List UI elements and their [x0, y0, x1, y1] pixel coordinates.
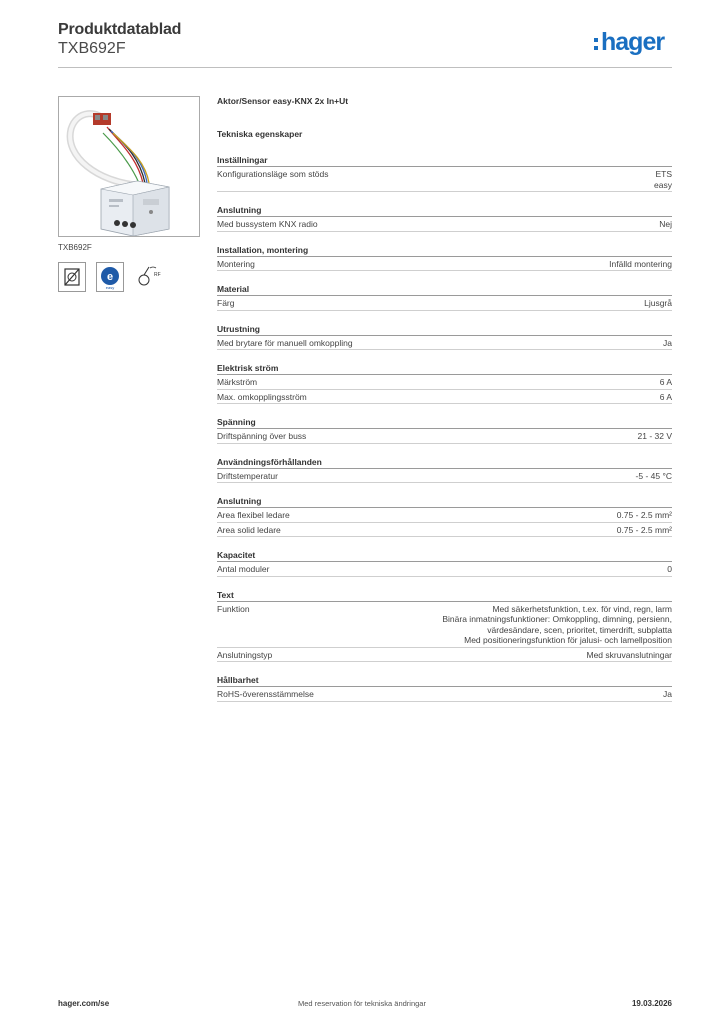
product-image-caption: TXB692F — [58, 243, 92, 252]
section-title: Kapacitet — [217, 549, 672, 562]
spec-section — [217, 244, 672, 272]
spec-value-line: 6 A — [659, 391, 672, 402]
spec-value-line: Binära inmatningsfunktioner: Omkoppling, dimning, persienn, — [442, 614, 672, 624]
spec-value — [617, 510, 672, 521]
spec-row — [217, 469, 672, 484]
spec-value — [442, 604, 672, 646]
footer-disclaimer: Med reservation för tekniska ändringar — [298, 999, 426, 1008]
spec-label: Anslutningstyp — [217, 649, 273, 660]
rf-icon-label: RF — [154, 272, 161, 278]
spec-value-line: 0 — [667, 564, 672, 574]
easy-icon-label: easy — [105, 285, 115, 290]
spec-label: Färg — [217, 298, 235, 308]
ip-protection-icon — [58, 262, 86, 292]
specs-heading: Tekniska egenskaper — [217, 129, 303, 139]
section-title: Användningsförhållanden — [217, 456, 672, 469]
spec-value — [659, 219, 672, 230]
spec-value-line: easy — [654, 179, 672, 190]
spec-section — [217, 362, 672, 404]
spec-row — [217, 429, 672, 444]
spec-value — [586, 650, 672, 661]
spec-section — [217, 549, 672, 577]
section-title: Installation, montering — [217, 244, 672, 257]
spec-value — [644, 298, 672, 309]
specifications — [217, 96, 672, 702]
spec-value-line: Ja — [663, 337, 672, 348]
spec-value — [663, 689, 672, 700]
spec-row — [217, 296, 672, 311]
spec-section — [217, 154, 672, 192]
spec-value — [617, 525, 672, 536]
section-title: Spänning — [217, 416, 672, 429]
spec-value-line: Nej — [659, 219, 672, 229]
hager-logo — [594, 28, 664, 57]
spec-label: Antal moduler — [217, 564, 270, 574]
spec-section — [217, 416, 672, 444]
document-title: Produktdatablad — [58, 21, 182, 38]
spec-label: Max. omkopplingsström — [217, 391, 307, 402]
spec-row — [217, 602, 672, 648]
spec-row — [217, 167, 672, 192]
spec-value — [660, 377, 672, 388]
product-name: Aktor/Sensor easy-KNX 2x In+Ut — [217, 96, 349, 106]
spec-value-line: Med säkerhetsfunktion, t.ex. för vind, regn, larm — [492, 603, 672, 614]
spec-value-line: 21 - 32 V — [637, 431, 672, 441]
footer-date: 19.03.2026 — [631, 999, 672, 1008]
section-title: Anslutning — [217, 204, 672, 217]
spec-value — [663, 338, 672, 349]
spec-row — [217, 390, 672, 405]
spec-sections — [217, 154, 672, 702]
product-image — [58, 96, 200, 237]
spec-row — [217, 375, 672, 390]
spec-value-line: Med skruvanslutningar — [586, 649, 672, 660]
svg-text:e: e — [106, 271, 114, 283]
spec-section — [217, 674, 672, 702]
spec-section — [217, 589, 672, 663]
spec-value-line: Ja — [663, 689, 672, 699]
spec-value — [667, 564, 672, 575]
spec-value-line: 0.75 - 2.5 mm² — [616, 524, 672, 535]
spec-value — [638, 431, 673, 442]
actuator-device-icon — [59, 97, 199, 236]
spec-section — [217, 456, 672, 484]
easy-configuration-icon — [96, 262, 124, 292]
spec-label: Montering — [217, 258, 255, 269]
spec-row — [217, 523, 672, 538]
spec-label: RoHS-överensstämmelse — [217, 689, 314, 699]
section-title: Anslutning — [217, 495, 672, 508]
spec-value-line: värdesändare, scen, prioritet, timerdrift, subplatta — [487, 624, 672, 635]
section-title: Elektrisk ström — [217, 362, 672, 375]
spec-row — [217, 687, 672, 702]
radio-frequency-icon — [134, 262, 162, 292]
section-title: Hållbarhet — [217, 674, 672, 687]
spec-value-line: Infälld montering — [609, 258, 672, 269]
spec-label: Funktion — [217, 603, 250, 614]
spec-label: Driftspänning över buss — [217, 431, 307, 441]
section-title: Text — [217, 589, 672, 602]
spec-label: Area flexibel ledare — [217, 510, 290, 520]
spec-value — [660, 392, 672, 403]
spec-section — [217, 323, 672, 351]
spec-label: Med brytare för manuell omkoppling — [217, 337, 353, 348]
logo-text: hager — [601, 28, 665, 56]
spec-value-line: 6 A — [659, 377, 672, 387]
spec-label: Konfigurationsläge som stöds — [217, 169, 329, 179]
spec-row — [217, 257, 672, 272]
section-title: Material — [217, 283, 672, 296]
logo-colon-icon — [594, 33, 599, 51]
spec-row — [217, 217, 672, 232]
spec-value — [609, 259, 672, 270]
spec-label: Med bussystem KNX radio — [217, 219, 318, 229]
spec-value-line: Med positioneringsfunktion för jalusi- och lamellposition — [464, 635, 672, 645]
product-model: TXB692F — [58, 40, 126, 57]
spec-row — [217, 648, 672, 663]
spec-label: Märkström — [217, 377, 258, 387]
spec-section — [217, 495, 672, 537]
header-divider — [58, 67, 672, 68]
spec-value-line: Ljusgrå — [644, 298, 672, 308]
spec-value-line: ETS — [655, 169, 672, 179]
section-title: Utrustning — [217, 323, 672, 336]
section-title: Inställningar — [217, 154, 672, 167]
spec-row — [217, 562, 672, 577]
spec-row — [217, 336, 672, 351]
spec-label: Area solid ledare — [217, 524, 281, 535]
spec-section — [217, 283, 672, 311]
spec-section — [217, 204, 672, 232]
spec-value — [636, 471, 672, 482]
footer-website: hager.com/se — [58, 999, 110, 1008]
spec-value — [654, 169, 672, 190]
spec-row — [217, 508, 672, 523]
spec-value-line: -5 - 45 °C — [635, 470, 672, 481]
spec-label: Driftstemperatur — [217, 470, 278, 481]
spec-value-line: 0.75 - 2.5 mm² — [616, 510, 672, 520]
